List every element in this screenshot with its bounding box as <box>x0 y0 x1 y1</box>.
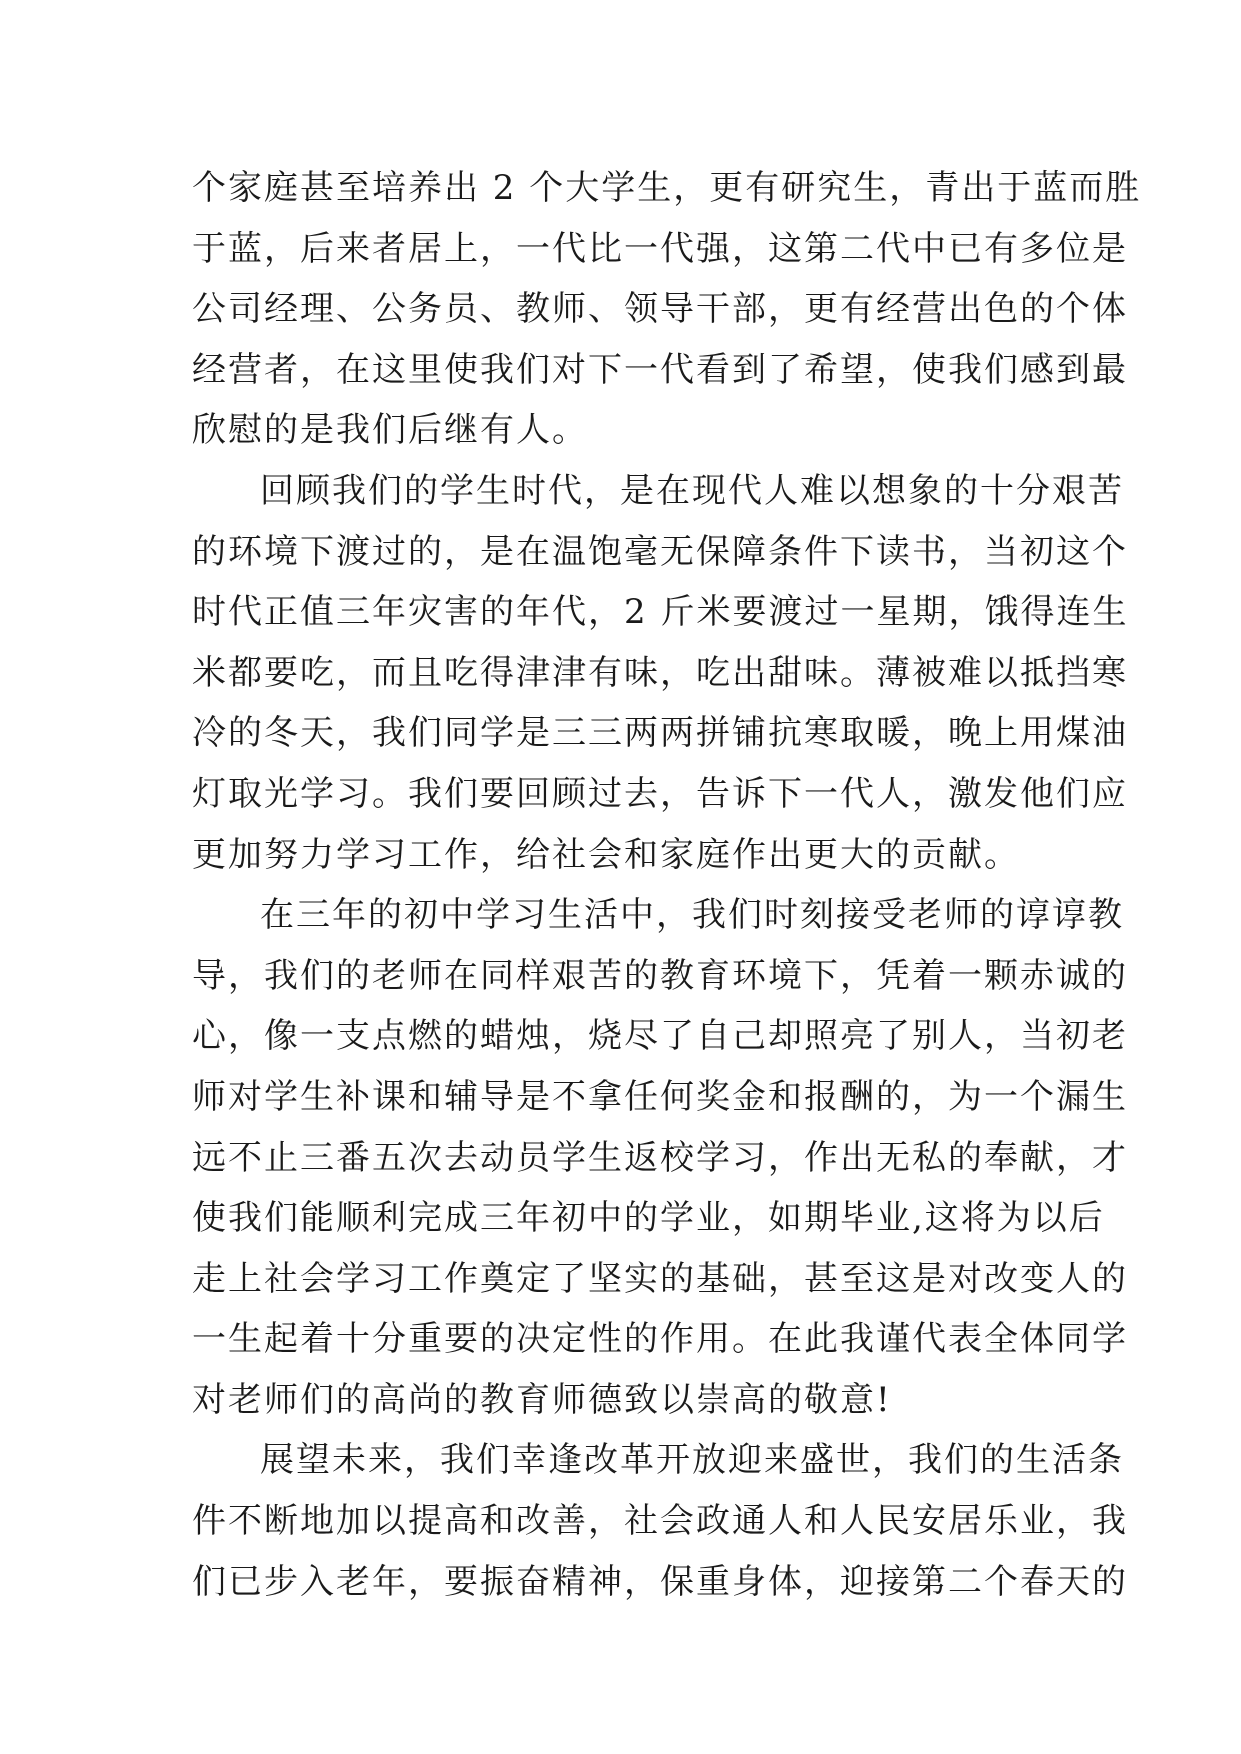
paragraph <box>192 158 1142 461</box>
text-line: 导，我们的老师在同样艰苦的教育环境下，凭着一颗赤诚的 <box>192 955 1128 996</box>
text-line: 在三年的初中学习生活中，我们时刻接受老师的谆谆教 <box>260 895 1124 936</box>
text-line: 回顾我们的学生时代，是在现代人难以想象的十分艰苦 <box>260 470 1124 511</box>
text-line: 冷的冬天，我们同学是三三两两拼铺抗寒取暖，晚上用煤油 <box>192 713 1128 754</box>
text-line: 欣慰的是我们后继有人。 <box>192 410 588 451</box>
paragraph <box>192 1430 1128 1612</box>
text-line: 们已步入老年，要振奋精神，保重身体，迎接第二个春天的 <box>192 1561 1128 1602</box>
text-line: 心，像一支点燃的蜡烛，烧尽了自己却照亮了别人，当初老 <box>192 1016 1128 1057</box>
text-line: 公司经理、公务员、教师、领导干部，更有经营出色的个体 <box>192 289 1128 330</box>
text-line: 对老师们的高尚的教育师德致以崇高的敬意! <box>192 1379 892 1420</box>
text-line: 时代正值三年灾害的年代，2 斤米要渡过一星期，饿得连生 <box>192 592 1129 633</box>
text-line: 远不止三番五次去动员学生返校学习，作出无私的奉献，才 <box>192 1137 1128 1178</box>
text-line: 展望未来，我们幸逢改革开放迎来盛世，我们的生活条 <box>260 1440 1124 1481</box>
paragraph <box>192 461 1129 885</box>
text-line: 件不断地加以提高和改善，社会政通人和人民安居乐业，我 <box>192 1501 1128 1542</box>
text-line: 走上社会学习工作奠定了坚实的基础，甚至这是对改变人的 <box>192 1258 1128 1299</box>
text-line: 于蓝，后来者居上，一代比一代强，这第二代中已有多位是 <box>192 228 1128 269</box>
text-line: 灯取光学习。我们要回顾过去，告诉下一代人，激发他们应 <box>192 773 1128 814</box>
text-line: 更加努力学习工作，给社会和家庭作出更大的贡献。 <box>192 834 1020 875</box>
text-line: 个家庭甚至培养出 2 个大学生，更有研究生，青出于蓝而胜 <box>192 168 1142 208</box>
text-line: 使我们能顺利完成三年初中的学业，如期毕业,这将为以后 <box>192 1198 1105 1239</box>
text-line: 师对学生补课和辅导是不拿任何奖金和报酬的，为一个漏生 <box>192 1076 1128 1117</box>
paragraph <box>192 885 1128 1430</box>
text-line: 经营者，在这里使我们对下一代看到了希望，使我们感到最 <box>192 349 1128 390</box>
text-line: 米都要吃，而且吃得津津有味，吃出甜味。薄被难以抵挡寒 <box>192 652 1128 693</box>
text-line: 一生起着十分重要的决定性的作用。在此我谨代表全体同学 <box>192 1319 1128 1360</box>
body-text <box>192 158 1142 1612</box>
text-line: 的环境下渡过的，是在温饱毫无保障条件下读书，当初这个 <box>192 531 1128 572</box>
